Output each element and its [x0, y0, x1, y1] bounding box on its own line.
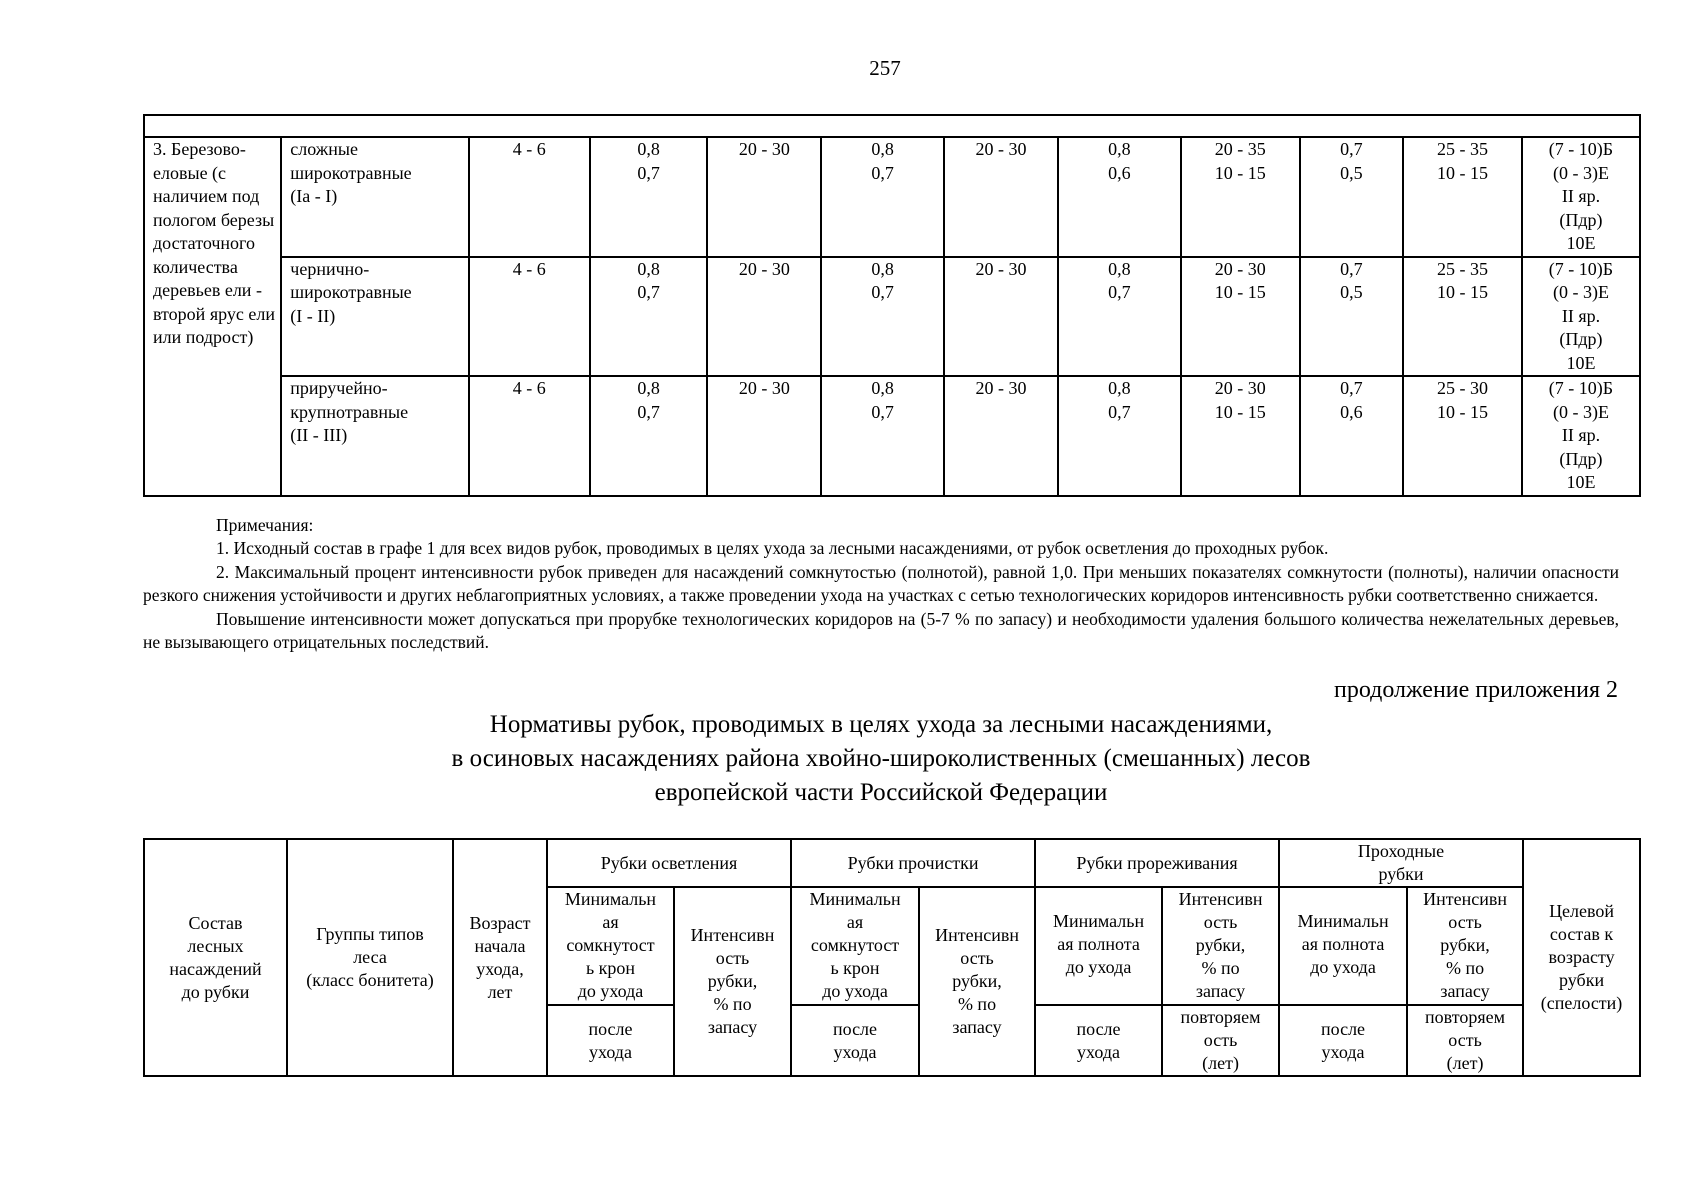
notes-block [143, 514, 1619, 654]
title-line-2: в осиновых насаждениях района хвойно-широколиственных (смешанных) лесов [451, 745, 1311, 772]
start-age: 4 - 6 [512, 139, 546, 159]
forest-group: приручейно- крупнотравные (II - III) [290, 378, 409, 445]
note-3: Повышение интенсивности может допускаться при прорубке технологических коридоров на (5-7 % по запасу) и необходимости удаления большого количества нежелательных деревьев, не вызывающего отрицательных последствий. [143, 608, 1619, 653]
header-after: после ухода [1076, 1018, 1121, 1062]
value-cell: 20 - 30 10 - 15 [1214, 378, 1266, 422]
header-prochistka: Рубки прочистки [847, 852, 979, 873]
table-row [144, 137, 1640, 257]
composition-cell: 3. Березово-еловые (с наличием под пологом березы достаточного количества деревьев ели - второй ярус ели или подрост) [144, 137, 281, 496]
value-cell: 25 - 30 10 - 15 [1437, 378, 1489, 422]
value-cell: 20 - 30 [975, 139, 1027, 159]
note-1: 1. Исходный состав в графе 1 для всех видов рубок, проводимых в целях ухода за лесными насаждениями, от рубок осветления до проходных рубок. [216, 538, 1329, 559]
header-composition: Состав лесных насаждений до рубки [169, 912, 262, 1002]
value-cell: 20 - 30 [975, 258, 1027, 279]
title-line-1: Нормативы рубок, проводимых в целях ухода за лесными насаждениями, [489, 711, 1273, 738]
header-intensity: Интенсивн ость рубки, % по запасу [935, 925, 1019, 1037]
header-min-density: Минимальн ая полнота до ухода [1052, 911, 1145, 977]
table-row [144, 376, 1640, 496]
value-cell: 0,7 0,5 [1340, 139, 1363, 183]
value-cell: 0,8 0,7 [637, 258, 660, 302]
start-age: 4 - 6 [512, 378, 546, 398]
value-cell: 20 - 30 [975, 378, 1027, 398]
header-prokhodnye: Проходные рубки [1357, 841, 1445, 884]
table-aspen-header [143, 838, 1641, 1077]
header-after: после ухода [1321, 1018, 1366, 1062]
value-cell: 25 - 35 10 - 15 [1437, 139, 1489, 183]
header-min-density: Минимальн ая полнота до ухода [1297, 911, 1389, 977]
value-cell: 20 - 30 [738, 258, 790, 279]
continuation-label: продолжение приложения 2 [1334, 677, 1618, 703]
header-target: Целевой состав к возрасту рубки (спелости) [1540, 901, 1623, 1013]
value-cell: 0,7 0,5 [1340, 258, 1363, 302]
header-after: после ухода [832, 1018, 878, 1062]
notes-heading: Примечания: [216, 515, 314, 535]
header-min-crown: Минимальн ая сомкнутост ь крон до ухода [564, 889, 657, 1001]
value-cell: 0,8 0,7 [1108, 258, 1131, 302]
header-repeat: повторяем ость (лет) [1425, 1007, 1506, 1073]
forest-group: сложные широкотравные (Iа - I) [290, 139, 412, 206]
value-cell: 0,8 0,7 [637, 378, 660, 422]
header-intensity: Интенсивн ость рубки, % по запасу [1178, 889, 1263, 1001]
value-cell: 20 - 30 [738, 139, 790, 159]
note-2: 2. Максимальный процент интенсивности рубок приведен для насаждений сомкнутостью (полнотой), равной 1,0. При меньших показателях сомкнутости (полноты), наличии опасности резкого снижения устойчивости и других неблагоприятных условиях, а также проведении ухода на участках с сетью технологических коридоров интенсивность рубки соответственно снижается. [143, 561, 1619, 606]
value-cell: 0,8 0,7 [1108, 378, 1131, 422]
table-row [144, 257, 1640, 377]
header-osvetlenie: Рубки осветления [600, 852, 738, 873]
value-cell: 0,8 0,7 [871, 378, 894, 422]
table-header-stub [144, 115, 1640, 137]
page-title [143, 708, 1619, 810]
value-cell: 0,8 0,6 [1108, 139, 1131, 183]
value-cell: 20 - 30 10 - 15 [1214, 258, 1266, 302]
header-min-crown: Минимальн ая сомкнутост ь крон до ухода [809, 889, 901, 1001]
header-start-age: Возраст начала ухода, лет [469, 912, 531, 1002]
target-composition: (7 - 10)Б (0 - 3)Е II яр. (Пдр) 10Е [1548, 139, 1614, 253]
header-forest-groups: Группы типов леса (класс бонитета) [306, 924, 434, 990]
start-age: 4 - 6 [512, 258, 546, 279]
value-cell: 0,8 0,7 [871, 139, 894, 183]
value-cell: 20 - 35 10 - 15 [1214, 139, 1266, 183]
header-intensity: Интенсивн ость рубки, % по запасу [1423, 889, 1507, 1001]
target-composition: (7 - 10)Б (0 - 3)Е II яр. (Пдр) 10Е [1548, 258, 1614, 373]
header-after: после ухода [588, 1018, 633, 1062]
table-birch-spruce [143, 114, 1641, 497]
value-cell: 25 - 35 10 - 15 [1437, 258, 1489, 302]
forest-group: чернично- широкотравные (I - II) [290, 258, 412, 326]
header-repeat: повторяем ость (лет) [1180, 1007, 1261, 1073]
header-intensity: Интенсивн ость рубки, % по запасу [690, 925, 775, 1037]
page-number: 257 [869, 56, 901, 80]
value-cell: 0,8 0,7 [871, 258, 894, 302]
value-cell: 0,7 0,6 [1340, 378, 1363, 422]
value-cell: 0,8 0,7 [637, 139, 660, 183]
header-prorezhivanie: Рубки прореживания [1076, 852, 1238, 873]
value-cell: 20 - 30 [738, 378, 790, 398]
target-composition: (7 - 10)Б (0 - 3)Е II яр. (Пдр) 10Е [1548, 378, 1614, 492]
title-line-3: европейской части Российской Федерации [654, 779, 1108, 806]
